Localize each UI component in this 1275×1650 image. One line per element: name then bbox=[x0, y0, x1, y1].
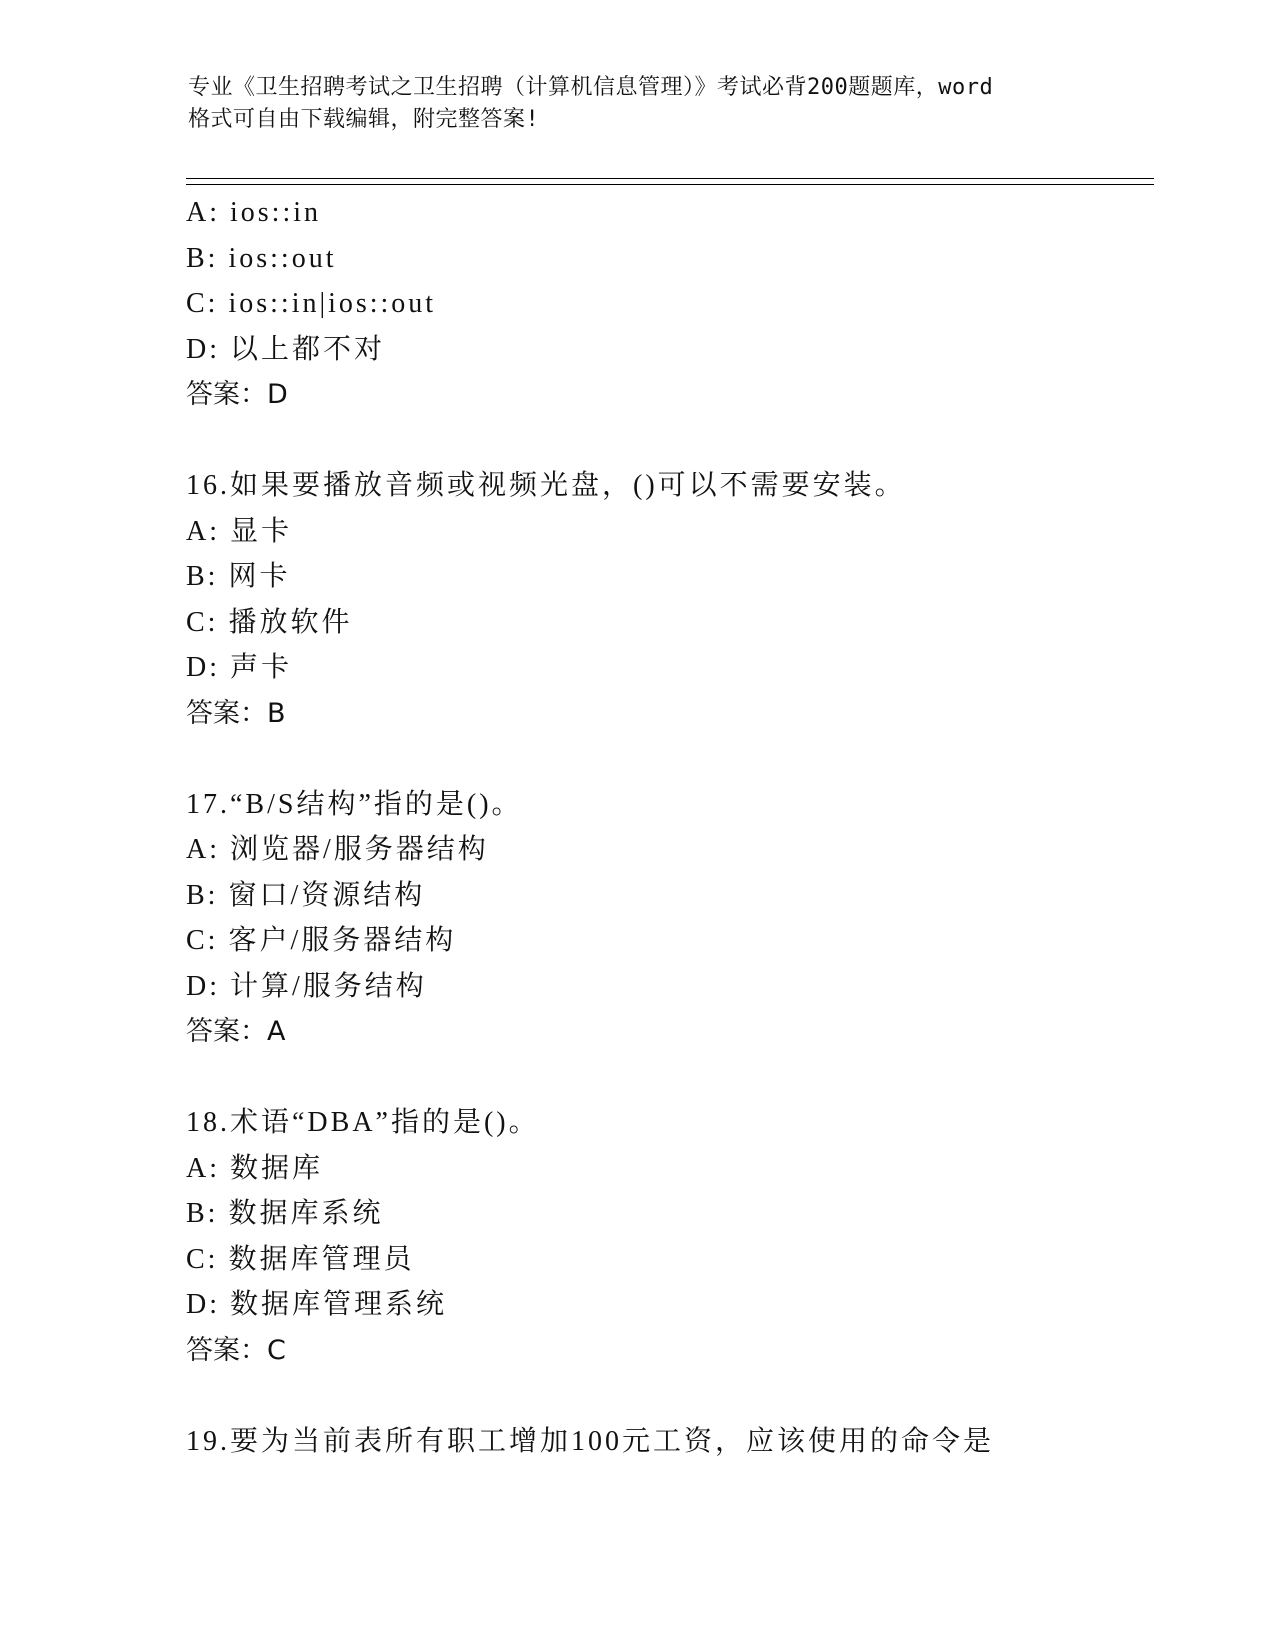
option-b: B: 网卡 bbox=[186, 561, 291, 592]
option-a: A: 浏览器/服务器结构 bbox=[186, 834, 489, 865]
header-line-2: 格式可自由下载编辑，附完整答案! bbox=[188, 107, 540, 132]
option-a: A: ios::in bbox=[186, 197, 322, 228]
option-c: C: ios::in|ios::out bbox=[186, 288, 437, 319]
option-b: B: 窗口/资源结构 bbox=[186, 879, 426, 911]
spacer bbox=[186, 1055, 1186, 1101]
option-d: D: 计算/服务结构 bbox=[186, 970, 427, 1002]
question-stem: 16.如果要播放音频或视频光盘，()可以不需要安装。 bbox=[186, 470, 906, 501]
answer-label: 答案：D bbox=[186, 379, 288, 410]
document-body bbox=[186, 190, 1186, 1464]
option-a: A: 数据库 bbox=[186, 1152, 324, 1184]
answer-label: 答案：C bbox=[186, 1334, 286, 1366]
option-d: D: 以上都不对 bbox=[186, 333, 386, 365]
option-d: D: 数据库管理系统 bbox=[186, 1289, 448, 1320]
spacer bbox=[186, 736, 1186, 782]
question-stem: 18.术语“DBA”指的是()。 bbox=[186, 1107, 540, 1138]
option-c: C: 播放软件 bbox=[186, 606, 353, 638]
answer-label: 答案：A bbox=[186, 1016, 286, 1047]
document-header bbox=[188, 72, 1088, 136]
option-d: D: 声卡 bbox=[186, 652, 293, 683]
question-16 bbox=[186, 463, 1186, 736]
option-b: B: ios::out bbox=[186, 242, 337, 274]
option-c: C: 数据库管理员 bbox=[186, 1243, 415, 1275]
question-17 bbox=[186, 782, 1186, 1055]
option-a: A: 显卡 bbox=[186, 515, 293, 547]
option-b: B: 数据库系统 bbox=[186, 1198, 384, 1229]
option-c: C: 客户/服务器结构 bbox=[186, 925, 457, 956]
header-line-1: 专业《卫生招聘考试之卫生招聘（计算机信息管理）》考试必背200题题库，word bbox=[188, 75, 994, 100]
question-18 bbox=[186, 1100, 1186, 1373]
question-stem: 17.“B/S结构”指的是()。 bbox=[186, 788, 523, 820]
header-divider-bottom bbox=[186, 184, 1154, 185]
question-19 bbox=[186, 1419, 1186, 1465]
header-divider-top bbox=[186, 178, 1154, 179]
spacer bbox=[186, 1373, 1186, 1419]
answer-label: 答案：B bbox=[186, 697, 286, 729]
question-stem: 19.要为当前表所有职工增加100元工资，应该使用的命令是 bbox=[186, 1425, 995, 1457]
question-15-continued bbox=[186, 190, 1186, 418]
spacer bbox=[186, 418, 1186, 464]
